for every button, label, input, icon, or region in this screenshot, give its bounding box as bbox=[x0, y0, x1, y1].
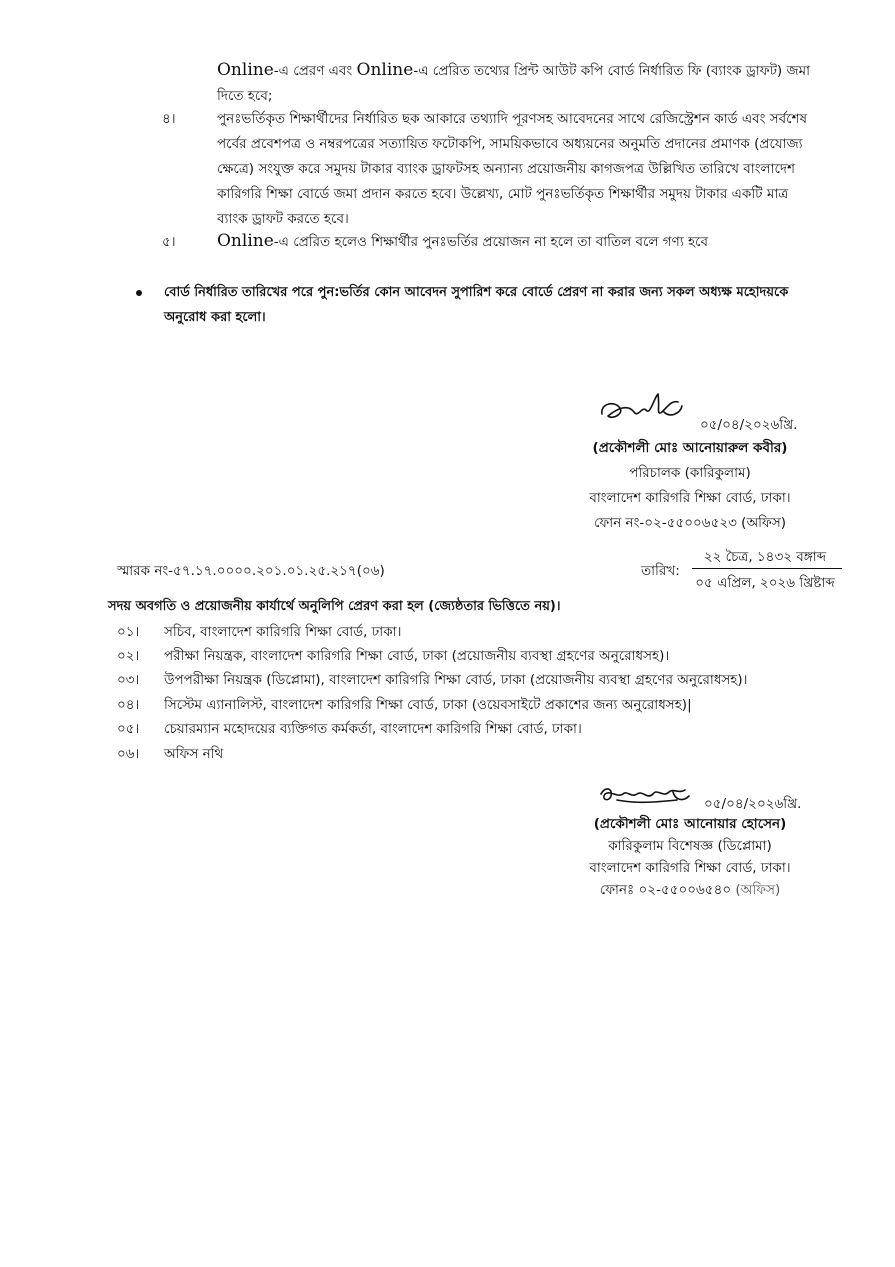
copy-number: ০৫। bbox=[117, 721, 140, 737]
copy-recipient: সচিব, বাংলাদেশ কারিগরি শিক্ষা বোর্ড, ঢাকা। bbox=[164, 624, 402, 640]
signature-1-block bbox=[560, 436, 820, 536]
signature-1-org: বাংলাদেশ কারিগরি শিক্ষা বোর্ড, ঢাকা। bbox=[589, 490, 791, 506]
signature-2-block bbox=[560, 813, 820, 901]
item-4-text bbox=[217, 107, 857, 232]
copy-number: ০২। bbox=[117, 648, 140, 664]
signature-2-phone-office: (অফিস) bbox=[735, 882, 781, 898]
item-4-line: ক্ষেত্রে) সংযুক্ত করে সমুদয় টাকার ব্যাংক ড্রাফটসহ অন্যান্য প্রয়োজনীয় কাগজপত্র উল্লিখিত তারিখে বাংলাদেশ bbox=[217, 161, 796, 177]
copy-number: ০৬। bbox=[117, 746, 140, 762]
item-4-line: পর্বের প্রবেশপত্র ও নম্বরপত্রের সত্যায়িত ফটোকপি, সাময়িকভাবে অধ্যয়নের অনুমতি প্রদানের প্রমাণক (প্রযোজ্য bbox=[217, 136, 803, 152]
online-word: Online bbox=[217, 231, 274, 251]
item-4-line: পুনঃভর্তিকৃত শিক্ষার্থীদের নির্ধারিত ছক আকারে তথ্যাদি পূরণসহ আবেদনের সাথে রেজিস্ট্রেশন কার্ড এবং সর্বশেষ bbox=[217, 111, 808, 127]
signature-2-org: বাংলাদেশ কারিগরি শিক্ষা বোর্ড, ঢাকা। bbox=[589, 860, 791, 876]
signature-2 bbox=[597, 782, 697, 810]
copy-recipient: পরীক্ষা নিয়ন্ত্রক, বাংলাদেশ কারিগরি শিক্ষা বোর্ড, ঢাকা (প্রয়োজনীয় ব্যবস্থা গ্রহণের অনুরোধসহ)। bbox=[164, 648, 670, 664]
signature-2-date: ০৫/০৪/২০২৬খ্রি. bbox=[704, 796, 802, 812]
item-5-text: Online-এ প্রেরিত হলেও শিক্ষার্থীর পুনঃভর্তির প্রয়োজন না হলে তা বাতিল বলে গণ্য হবে bbox=[217, 231, 709, 251]
item-5-number: ৫। bbox=[162, 234, 176, 250]
item-3-line-2: দিতে হবে; bbox=[217, 88, 273, 104]
item-4-line: কারিগরি শিক্ষা বোর্ডে জমা প্রদান করতে হবে। উল্লেখ্য, মোট পুনঃভর্তিকৃত শিক্ষার্থীর সমুদয় টাকার একটি মাত্র bbox=[217, 186, 789, 202]
bullet-dot bbox=[136, 290, 142, 296]
signature-1-date: ০৫/০৪/২০২৬খ্রি. bbox=[700, 417, 798, 433]
date-english: ০৫ এপ্রিল, ২০২৬ খ্রিষ্টাব্দ bbox=[695, 575, 835, 591]
signature-1 bbox=[598, 390, 694, 430]
item-3-continuation bbox=[217, 58, 837, 109]
memo-ref: স্মারক নং-৫৭.১৭.০০০০.২০১.০১.২৫.২১৭(০৬) bbox=[117, 563, 385, 579]
bullet-note: বোর্ড নির্ধারিত তারিখের পরে পুন:ভর্তির কোন আবেদন সুপারিশ করে বোর্ডে প্রেরণ না করার জন্য সকল অধ্যক্ষ মহোদয়কে অনুরোধ করা হলো। bbox=[164, 285, 789, 325]
signature-2-designation: কারিকুলাম বিশেষজ্ঞ (ডিপ্লোমা) bbox=[608, 838, 772, 854]
copy-number: ০৩। bbox=[117, 672, 140, 688]
copy-recipient: উপপরীক্ষা নিয়ন্ত্রক (ডিপ্লোমা), বাংলাদেশ কারিগরি শিক্ষা বোর্ড, ঢাকা (প্রয়োজনীয় ব্যবস্থা গ্রহণের অনুরোধসহ)। bbox=[164, 672, 748, 688]
date-bangla: ২২ চৈত্র, ১৪৩২ বঙ্গাব্দ bbox=[703, 549, 827, 565]
copy-number: ০১। bbox=[117, 624, 140, 640]
signature-1-name: (প্রকৌশলী মোঃ আনোয়ারুল কবীর) bbox=[592, 440, 788, 456]
date-rule bbox=[692, 568, 842, 569]
online-word: Online bbox=[217, 60, 274, 80]
date-label: তারিখ: bbox=[641, 563, 680, 579]
signature-2-phone: ফোনঃ ০২-৫৫০০৬৫৪০ (অফিস) bbox=[599, 882, 781, 898]
item-3-line-1: Online-এ প্রেরণ এবং Online-এ প্রেরিত তথ্যের প্রিন্ট আউট কপি বোর্ড নির্ধারিত ফি (ব্যাংক ড্রাফট) জমা bbox=[217, 60, 810, 80]
copy-recipient: অফিস নথি bbox=[164, 746, 224, 762]
copy-number: ০৪। bbox=[117, 697, 140, 713]
copy-recipient: চেয়ারম্যান মহোদয়ের ব্যক্তিগত কর্মকর্তা, বাংলাদেশ কারিগরি শিক্ষা বোর্ড, ঢাকা। bbox=[164, 721, 582, 737]
signature-2-name: (প্রকৌশলী মোঃ আনোয়ার হোসেন) bbox=[593, 816, 787, 832]
signature-1-phone: ফোন নং-০২-৫৫০০৬৫২৩ (অফিস) bbox=[593, 515, 787, 531]
item-4-number: ৪। bbox=[162, 111, 176, 127]
signature-1-designation: পরিচালক (কারিকুলাম) bbox=[629, 465, 751, 481]
copy-recipient: সিস্টেম এ্যানালিস্ট, বাংলাদেশ কারিগরি শিক্ষা বোর্ড, ঢাকা (ওয়েবসাইটে প্রকাশের জন্য অনুরোধসহ)| bbox=[164, 697, 692, 713]
online-word: Online bbox=[356, 60, 414, 80]
copies-heading: সদয় অবগতি ও প্রয়োজনীয় কার্যার্থে অনুলিপি প্রেরণ করা হল (জ্যেষ্ঠতার ভিত্তিতে নয়)। bbox=[108, 599, 561, 614]
item-4-line: ব্যাংক ড্রাফট করতে হবে। bbox=[217, 211, 349, 227]
